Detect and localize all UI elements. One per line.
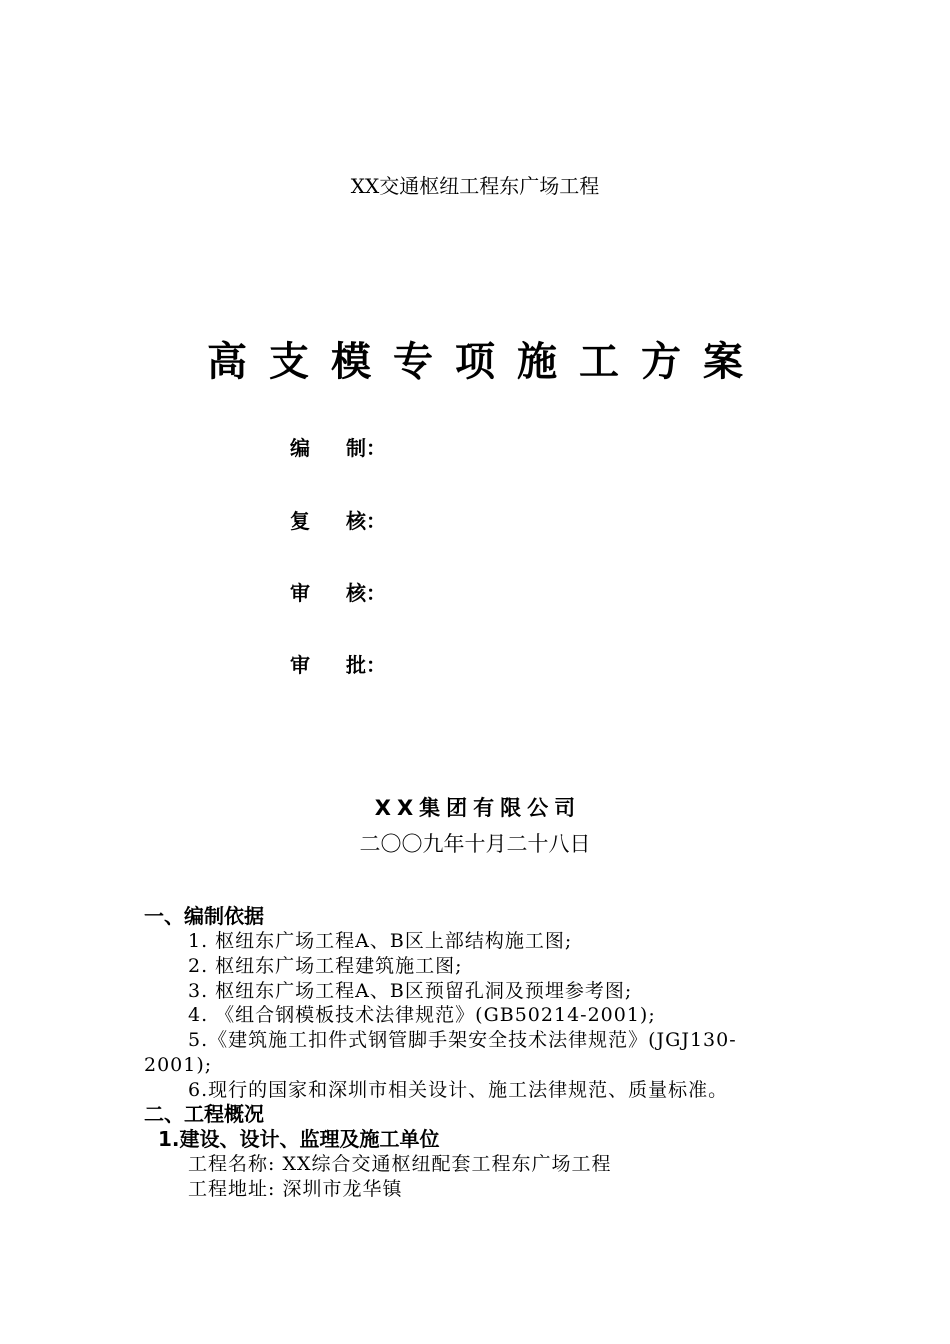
basis-item: 3. 枢纽东广场工程A、B区预留孔洞及预埋参考图; [188, 980, 633, 1002]
project-address-line: 工程地址: 深圳市龙华镇 [188, 1178, 403, 1200]
basis-item: 6.现行的国家和深圳市相关设计、施工法律规范、质量标准。 [188, 1079, 729, 1101]
signature-label: 审 [290, 653, 310, 677]
section-heading-basis: 一、编制依据 [144, 904, 264, 928]
document-date: 二〇〇九年十月二十八日 [359, 832, 591, 856]
subsection-heading-units: 1.建设、设计、监理及施工单位 [158, 1127, 440, 1151]
signature-approver-row [290, 651, 386, 679]
main-title: 高支模专项施工方案 [207, 338, 765, 385]
signature-label: 编 [290, 436, 310, 460]
signature-label: 审 [290, 581, 310, 605]
project-name-line: 工程名称: XX综合交通枢纽配套工程东广场工程 [188, 1153, 612, 1175]
signature-label: 核： [346, 581, 386, 605]
project-title: XX交通枢纽工程东广场工程 [350, 174, 600, 198]
basis-item-continued: 2001); [144, 1054, 213, 1076]
signature-auditor-row [290, 579, 386, 607]
basis-item: 1. 枢纽东广场工程A、B区上部结构施工图; [188, 930, 573, 952]
signature-label: 复 [290, 509, 310, 533]
signature-reviewer-row [290, 507, 386, 535]
signature-compiler-row [290, 434, 386, 462]
section-heading-overview: 二、工程概况 [144, 1102, 264, 1126]
company-name: XX集团有限公司 [374, 796, 582, 820]
signature-label: 批： [346, 653, 386, 677]
basis-item: 5.《建筑施工扣件式钢管脚手架安全技术法律规范》(JGJ130- [188, 1029, 737, 1051]
signature-label: 制： [346, 436, 386, 460]
basis-item: 4. 《组合钢模板技术法律规范》(GB50214-2001); [188, 1004, 656, 1026]
basis-item: 2. 枢纽东广场工程建筑施工图; [188, 955, 463, 977]
signature-label: 核： [346, 509, 386, 533]
